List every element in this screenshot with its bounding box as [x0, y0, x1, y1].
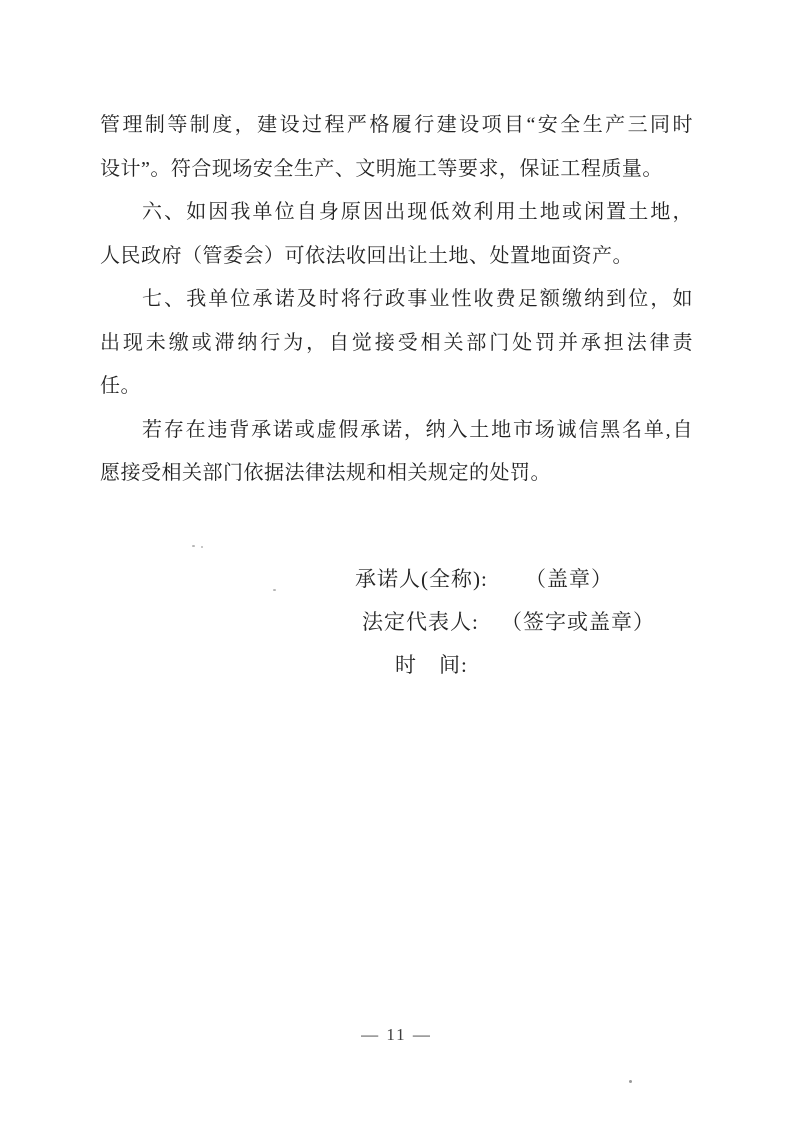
body-line-7: 任。: [100, 375, 141, 397]
representative-label: 法定代表人:: [362, 610, 479, 634]
body-line-1: 管理制等制度，建设过程严格履行建设项目“安全生产三同时: [100, 114, 693, 136]
body-line-2: 设计”。符合现场安全生产、文明施工等要求，保证工程质量。: [100, 157, 663, 180]
date-label: 时 间:: [395, 653, 468, 677]
scan-speck: [629, 1080, 632, 1083]
scan-speck: [192, 545, 195, 547]
body-line-5: 七、我单位承诺及时将行政事业性收费足额缴纳到位，如: [142, 288, 693, 310]
page-number: — 11 —: [361, 1025, 432, 1044]
body-line-3: 六、如因我单位自身原因出现低效利用土地或闲置土地，: [142, 201, 693, 223]
promiser-label: 承诺人(全称):: [355, 567, 488, 591]
promiser-seal-note: （盖章）: [525, 567, 613, 591]
body-line-6: 出现未缴或滞纳行为，自觉接受相关部门处罚并承担法律责: [100, 331, 693, 354]
representative-seal-note: （签字或盖章）: [501, 610, 655, 634]
scan-speck: [201, 546, 203, 548]
body-text: [100, 104, 693, 496]
body-line-9: 愿接受相关部门依据法律法规和相关规定的处罚。: [100, 462, 551, 484]
scan-speck: [273, 589, 276, 591]
body-line-4: 人民政府（管委会）可依法收回出让土地、处置地面资产。: [100, 244, 633, 267]
body-line-8: 若存在违背承诺或虚假承诺，纳入土地市场诚信黑名单,自: [142, 418, 693, 441]
